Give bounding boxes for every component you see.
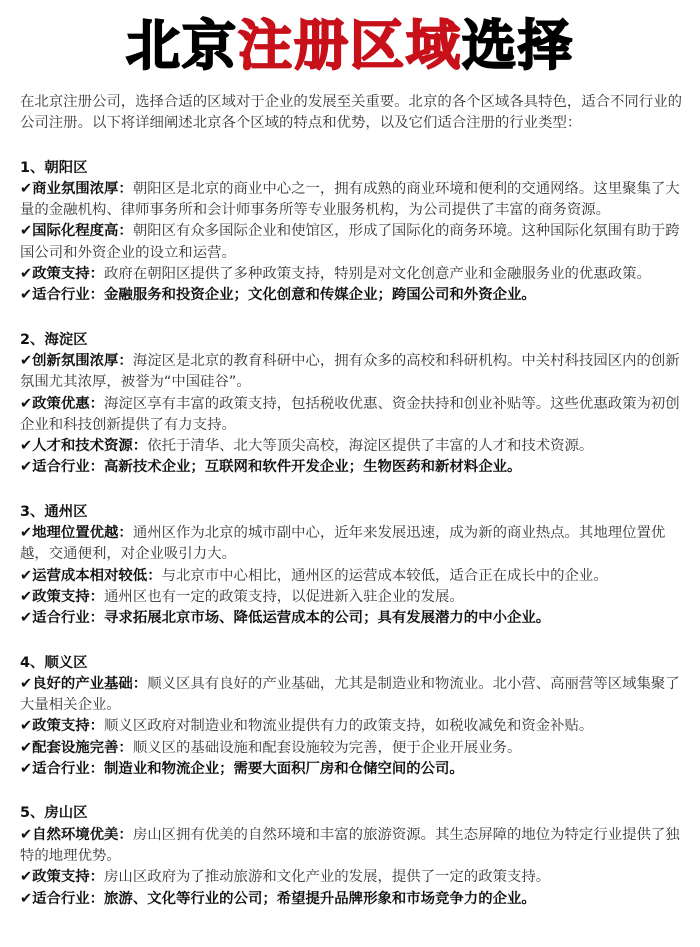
bullet-text: 房山区政府为了推动旅游和文化产业的发展，提供了一定的政策支持。 <box>104 869 551 886</box>
bullet-label: 政策支持： <box>32 266 105 283</box>
title-part-1: 北京 <box>126 14 238 77</box>
bullet-label: 运营成本相对较低： <box>32 567 162 584</box>
bullet-item <box>20 889 684 910</box>
bullet-text: 依托于清华、北大等顶尖高校，海淀区提供了丰富的人才和技术资源。 <box>147 438 594 455</box>
checkmark-icon: ✔ <box>20 438 33 455</box>
bullet-text: 房山区拥有优美的自然环境和丰富的旅游资源。其生态屏障的地位为特定行业提供了独特的地理优势。 <box>20 826 680 864</box>
bullet-text: 制造业和物流企业；需要大面积厂房和仓储空间的公司。 <box>104 761 464 778</box>
bullet-item <box>20 716 684 737</box>
bullet-text: 政府在朝阳区提供了多种政策支持，特别是对文化创意产业和金融服务业的优惠政策。 <box>104 266 651 283</box>
section-heading: 3、通州区 <box>20 503 88 520</box>
bullet-label: 人才和技术资源： <box>32 438 148 455</box>
bullet-item <box>20 523 684 566</box>
bullet-text: 金融服务和投资企业；文化创意和传媒企业；跨国公司和外资企业。 <box>104 287 536 304</box>
checkmark-icon: ✔ <box>20 826 33 843</box>
bullet-label: 适合行业： <box>32 761 105 778</box>
bullet-text: 通州区作为北京的城市副中心，近年来发展迅速，成为新的商业热点。其地理位置优越，交通便利，对企业吸引力大。 <box>20 525 666 563</box>
bullet-text: 与北京市中心相比，通州区的运营成本较低，适合正在成长中的企业。 <box>161 567 608 584</box>
bullet-text: 顺义区的基础设施和配套设施较为完善，便于企业开展业务。 <box>132 739 522 756</box>
checkmark-icon: ✔ <box>20 395 33 412</box>
bullet-item <box>20 608 684 629</box>
bullet-text: 朝阳区是北京的商业中心之一，拥有成熟的商业环境和便利的交通网络。这里聚集了大量的金融机构、律师事务所和会计师事务所等专业服务机构，为公司提供了丰富的商务资源。 <box>20 180 680 219</box>
district-section <box>20 803 684 909</box>
bullet-label: 商业氛围浓厚： <box>32 180 133 197</box>
bullet-item <box>20 285 684 306</box>
checkmark-icon: ✔ <box>20 610 33 627</box>
checkmark-icon: ✔ <box>20 567 33 584</box>
bullet-item <box>20 674 684 717</box>
bullet-label: 适合行业： <box>32 287 105 304</box>
bullet-label: 政策支持： <box>32 588 105 605</box>
district-section <box>20 330 684 479</box>
intro-paragraph: 在北京注册公司，选择合适的区域对于企业的发展至关重要。北京的各个区域各具特色，适合不同行业的公司注册。以下将详细阐述北京各个区域的特点和优势，以及它们适合注册的行业类型： <box>20 94 682 132</box>
checkmark-icon: ✔ <box>20 718 33 735</box>
bullet-item <box>20 738 684 759</box>
article-body <box>0 78 700 910</box>
district-section <box>20 158 684 307</box>
district-section <box>20 502 684 630</box>
title-part-3: 选择 <box>462 14 574 77</box>
bullet-item <box>20 867 684 888</box>
section-heading: 5、房山区 <box>20 805 88 822</box>
bullet-label: 政策优惠： <box>32 395 105 412</box>
bullet-label: 良好的产业基础： <box>32 675 148 692</box>
title-part-2-highlight: 注册区域 <box>238 14 462 77</box>
sections-container <box>20 158 684 910</box>
checkmark-icon: ✔ <box>20 890 33 907</box>
bullet-text: 顺义区具有良好的产业基础，尤其是制造业和物流业。北小营、高丽营等区域集聚了大量相关企业。 <box>20 675 680 714</box>
bullet-text: 通州区也有一定的政策支持，以促进新入驻企业的发展。 <box>104 588 464 605</box>
checkmark-icon: ✔ <box>20 675 33 692</box>
bullet-label: 适合行业： <box>32 459 105 476</box>
section-heading: 4、顺义区 <box>20 654 88 671</box>
bullet-label: 适合行业： <box>32 890 105 907</box>
bullet-text: 海淀区享有丰富的政策支持，包括税收优惠、资金扶持和创业补贴等。这些优惠政策为初创企业和科技创新提供了有力支持。 <box>20 395 680 433</box>
bullet-item <box>20 351 684 394</box>
bullet-text: 朝阳区有众多国际企业和使馆区，形成了国际化的商务环境。这种国际化氛围有助于跨国公司和外资企业的设立和运营。 <box>20 223 680 261</box>
bullet-item <box>20 264 684 285</box>
checkmark-icon: ✔ <box>20 266 33 283</box>
bullet-label: 政策支持： <box>32 718 105 735</box>
bullet-label: 自然环境优美： <box>32 826 133 843</box>
bullet-item <box>20 394 684 437</box>
bullet-label: 地理位置优越： <box>32 525 133 542</box>
checkmark-icon: ✔ <box>20 869 33 886</box>
page-title <box>0 14 700 78</box>
bullet-label: 适合行业： <box>32 610 105 627</box>
bullet-label: 创新氛围浓厚： <box>32 352 133 369</box>
bullet-item <box>20 587 684 608</box>
bullet-item <box>20 759 684 780</box>
bullet-text: 顺义区政府对制造业和物流业提供有力的政策支持，如税收减免和资金补贴。 <box>104 718 594 735</box>
checkmark-icon: ✔ <box>20 761 33 778</box>
checkmark-icon: ✔ <box>20 180 33 197</box>
bullet-label: 配套设施完善： <box>32 739 133 756</box>
checkmark-icon: ✔ <box>20 739 33 756</box>
bullet-item <box>20 457 684 478</box>
checkmark-icon: ✔ <box>20 588 33 605</box>
bullet-text: 海淀区是北京的教育科研中心，拥有众多的高校和科研机构。中关村科技园区内的创新氛围尤其浓厚，被誉为“中国硅谷”。 <box>20 352 680 391</box>
bullet-item <box>20 566 684 587</box>
bullet-text: 旅游、文化等行业的公司；希望提升品牌形象和市场竞争力的企业。 <box>104 890 536 907</box>
bullet-label: 政策支持： <box>32 869 105 886</box>
bullet-item <box>20 825 684 868</box>
checkmark-icon: ✔ <box>20 525 33 542</box>
bullet-text: 高新技术企业；互联网和软件开发企业；生物医药和新材料企业。 <box>104 459 522 476</box>
bullet-label: 国际化程度高： <box>32 223 133 240</box>
checkmark-icon: ✔ <box>20 287 33 304</box>
checkmark-icon: ✔ <box>20 459 33 476</box>
bullet-item <box>20 436 684 457</box>
bullet-text: 寻求拓展北京市场、降低运营成本的公司；具有发展潜力的中小企业。 <box>104 610 551 627</box>
bullet-item <box>20 221 684 264</box>
section-heading: 2、海淀区 <box>20 331 88 348</box>
section-heading: 1、朝阳区 <box>20 159 88 176</box>
checkmark-icon: ✔ <box>20 352 33 369</box>
bullet-item <box>20 179 684 222</box>
district-section <box>20 653 684 781</box>
checkmark-icon: ✔ <box>20 223 33 240</box>
